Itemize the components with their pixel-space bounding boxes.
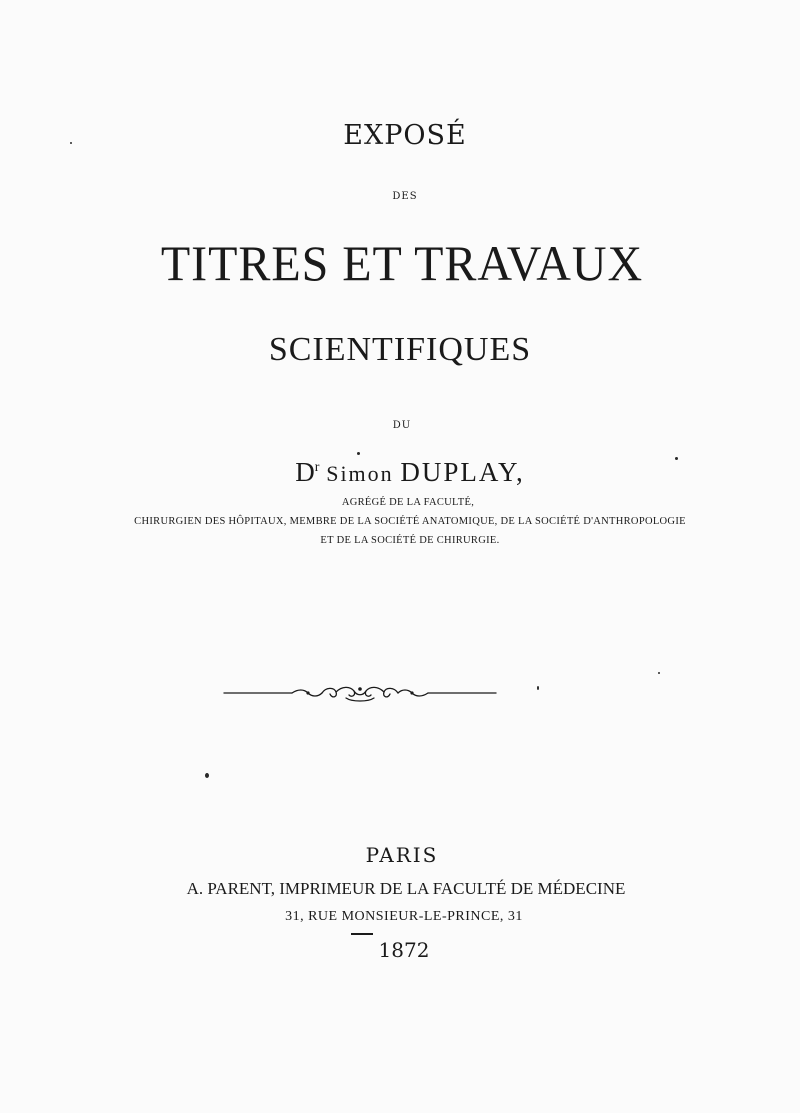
author-first-name: Simon	[326, 461, 394, 486]
paper-speck	[357, 452, 360, 455]
credential-line: AGRÉGÉ DE LA FACULTÉ,	[341, 497, 475, 508]
connector-du: DU	[392, 420, 412, 431]
paper-speck	[675, 457, 678, 460]
author-surname: DUPLAY,	[400, 457, 525, 487]
paper-speck	[70, 142, 72, 144]
paper-speck	[205, 773, 209, 778]
author-prefix: D	[295, 457, 315, 487]
author-name	[10, 459, 800, 486]
decorative-scroll-divider-icon	[222, 680, 498, 706]
year-rule	[351, 933, 373, 935]
main-title: TITRES ET TRAVAUX	[160, 235, 644, 291]
imprint-printer: A. PARENT, IMPRIMEUR DE LA FACULTÉ DE MÉDECINE	[186, 879, 626, 898]
imprint-year: 1872	[378, 938, 430, 962]
imprint-address: 31, RUE MONSIEUR-LE-PRINCE, 31	[285, 909, 523, 924]
author-prefix-superscript: r	[314, 460, 320, 475]
credential-line: CHIRURGIEN DES HÔPITAUX, MEMBRE DE LA SOCIÉTÉ ANATOMIQUE, DE LA SOCIÉTÉ D'ANTHROPOLOGIE	[134, 516, 686, 527]
imprint-city: PARIS	[365, 843, 439, 867]
paper-speck	[537, 686, 539, 690]
paper-speck	[658, 672, 660, 674]
subtitle: SCIENTIFIQUES	[268, 331, 532, 368]
credential-line: ET DE LA SOCIÉTÉ DE CHIRURGIE.	[320, 535, 500, 546]
connector-des: DES	[392, 191, 418, 202]
heading-expose: EXPOSÉ	[343, 120, 467, 151]
